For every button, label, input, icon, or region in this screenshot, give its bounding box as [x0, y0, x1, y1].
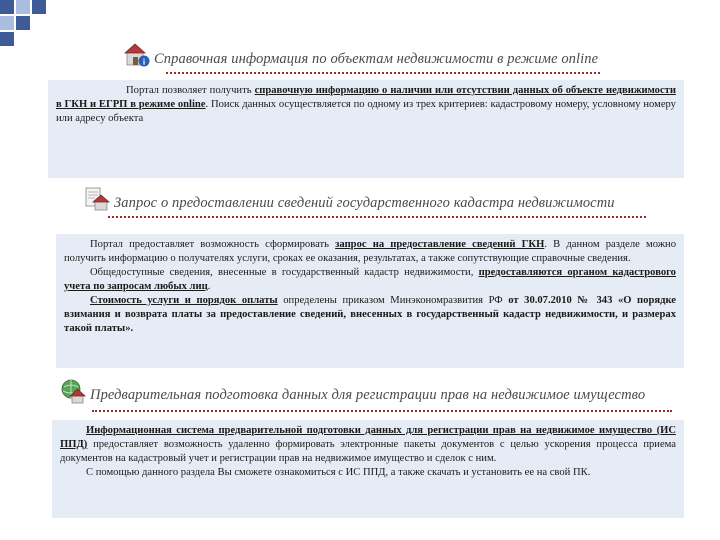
- section1-text-after: . Поиск данных осуществляется по одному из трех критериев: кадастровому номеру, условному номеру или адресу объекта: [56, 99, 676, 124]
- svg-text:i: i: [142, 57, 146, 67]
- section1-panel: [48, 80, 684, 178]
- section2-p1-link[interactable]: запрос на предоставление сведений ГКН: [335, 239, 545, 250]
- section2-title[interactable]: Запрос о предоставлении сведений государственного кадастра недвижимости: [114, 195, 615, 211]
- section1-title[interactable]: Справочная информация по объектам недвижимости в режиме online: [154, 51, 599, 67]
- section2-p1-before: Портал предоставляет возможность сформировать: [90, 239, 336, 250]
- section2-p2-link[interactable]: предоставляются органом кадастрового учета по запросам любых лиц: [64, 267, 676, 292]
- section3-p2: С помощью данного раздела Вы сможете ознакомиться с ИС ППД, а также скачать и установить ее на свой ПК.: [86, 467, 591, 478]
- section2-p1-after: . В данном разделе можно получить информацию о получателях услуги, сроках ее оказания, результатах, а также сопутствующие справочные сведения.: [64, 239, 677, 264]
- section1-header[interactable]: [124, 42, 598, 68]
- section1-link[interactable]: справочную информацию о наличии или отсутствии данных об объекте недвижимости в ГКН и ЕГРП в режиме online: [56, 85, 676, 110]
- section3-title[interactable]: Предварительная подготовка данных для регистрации прав на недвижимое имущество: [90, 387, 646, 403]
- document-house-icon: [84, 186, 110, 212]
- section2-p2-after: .: [207, 281, 211, 292]
- section2-header[interactable]: [84, 186, 615, 212]
- section2-p3-bold: от 30.07.2010 № 343 «О порядке взимания и возврата платы за предоставление сведений, внесенных в государственный кадастр недвижимости, и размерах такой платы».: [64, 295, 676, 334]
- section1-text-before: Портал позволяет получить: [126, 85, 255, 96]
- section3-p1-after: предоставляет возможность удаленно формировать электронные пакеты документов с целью ускорения процесса приема документов на кадастровый учет и регистрации прав на недвижимое имущество и сделок с ним.: [60, 439, 676, 464]
- section2-p3-link[interactable]: Стоимость услуги и порядок оплаты: [90, 295, 278, 306]
- section1-divider: [166, 72, 600, 74]
- corner-decoration: [0, 0, 80, 60]
- section2-divider: [108, 216, 646, 218]
- globe-house-icon: [60, 378, 86, 404]
- section3-p1-link[interactable]: Информационная система предварительной подготовки данных для регистрации прав на недвижимое имущество (ИС ППД): [60, 425, 676, 450]
- section2-panel: [56, 234, 684, 368]
- section2-p2-before: Общедоступные сведения, внесенные в государственный кадастр недвижимости,: [90, 267, 479, 278]
- section2-p3-middle: определены приказом Минэкономразвития РФ: [277, 295, 509, 306]
- section3-panel: [52, 420, 684, 518]
- section3-header[interactable]: [60, 378, 645, 404]
- info-house-icon: [124, 42, 150, 68]
- section3-divider: [92, 410, 672, 412]
